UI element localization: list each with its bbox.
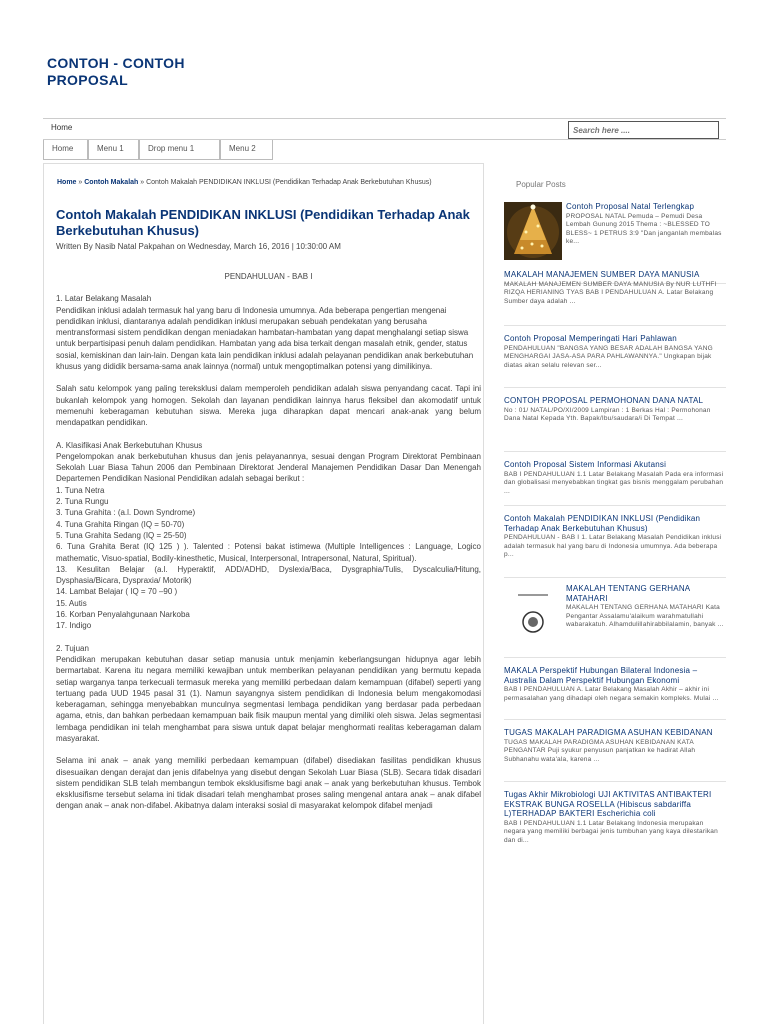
popular-post-item[interactable]: [504, 666, 726, 720]
popular-post-snippet: PENDAHULUAN - BAB I 1. Latar Belakang Masalah Pendidikan inklusi adalah termasuk hal yang baru di Indonesia umumnya. Ada beberapa p...: [504, 534, 722, 558]
paragraph: Pengelompokan anak berkebutuhan khusus dan jenis pelayanannya, sesuai dengan Program Direktorat Pembinaan Sekolah Luar Biasa Tahun 2006 dan Pembinaan Direktorat Jenderal Manajemen Pendidikan Dasar Dan Menengah Departemen Pendidikan Nasional Pendidikan adalah sebagai berikut :: [56, 451, 481, 484]
list-item: 3. Tuna Grahita : (a.l. Down Syndrome): [56, 508, 196, 518]
popular-post-title[interactable]: Contoh Proposal Sistem Informasi Akutansi: [504, 460, 667, 469]
menu-home[interactable]: Home: [43, 140, 88, 160]
popular-post-item[interactable]: [504, 460, 726, 506]
search-input[interactable]: [568, 121, 719, 139]
section-heading: PENDAHULUAN - BAB I: [224, 272, 313, 281]
popular-post-snippet: BAB I PENDAHULUAN 1.1 Latar Belakang Indonesia merupakan negara yang memiliki berbagai jenis tumbuhan yang kaya dilestarikan dan di...: [504, 819, 718, 844]
list-item: 14. Lambat Belajar ( IQ = 70 –90 ): [56, 587, 178, 597]
top-home-link[interactable]: Home: [51, 123, 73, 132]
popular-post-snippet: MAKALAH TENTANG GERHANA MATAHARI Kata Pengantar Assalamu'alaikum warahmatullahi wabarakatuh. Alhamdulillahirabbilalamin, banyak ...: [566, 604, 724, 628]
top-bar: [43, 118, 726, 140]
popular-post-item[interactable]: [504, 396, 726, 452]
list-item: 15. Autis: [56, 598, 87, 608]
popular-post-snippet: BAB I PENDAHULUAN 1.1 Latar Belakang Masalah Pada era informasi dan globalisasi menyebabkan tingkat gas bisnis menggalam perubahan ...: [504, 470, 724, 495]
menu-1[interactable]: Menu 1: [88, 140, 139, 160]
post-body: [56, 271, 481, 812]
main-menu: [43, 140, 726, 160]
breadcrumb-current: » Contoh Makalah PENDIDIKAN INKLUSI (Pendidikan Terhadap Anak Berkebutuhan Khusus): [138, 179, 432, 186]
document-thumbnail[interactable]: [504, 590, 562, 640]
popular-post-item[interactable]: [504, 270, 726, 326]
paragraph: Salah satu kelompok yang paling tereksklusi dalam memperoleh pendidikan adalah siswa penyandang cacat. Tapi ini bukanlah kelompok yang homogen. Sekolah dan layanan pendidikan lainnya harus fleksibel dan akomodatif untuk memenuhi keberagaman kebutuhan siswa. Mereka juga diharapkan dapat mencari anak-anak yang belum mendapatkan pendidikan.: [56, 384, 481, 428]
list-item: 4. Tuna Grahita Ringan (IQ = 50-70): [56, 519, 185, 529]
list-item: 6. Tuna Grahita Berat (IQ 125 ) ). Talented : Potensi bakat istimewa (Multiple Intelligences : Language, Logico mathematic, Visuo-spatial, Bodily-kinesthetic, Musical, Interpersonal, Intrapersonal, Natural, Spiritual).: [56, 542, 481, 563]
list-item: 2. Tuna Rungu: [56, 497, 109, 507]
list-item: 1. Tuna Netra: [56, 485, 105, 495]
popular-post-title[interactable]: Contoh Proposal Natal Terlengkap: [566, 202, 695, 211]
subsection-title: 2. Tujuan: [56, 643, 89, 653]
list-item: 16. Korban Penyalahgunaan Narkoba: [56, 610, 190, 620]
popular-post-title[interactable]: MAKALA Perspektif Hubungan Bilateral Indonesia – Australia Dalam Perspektif Hubungan Ekonomi: [504, 666, 698, 685]
popular-post-item[interactable]: [504, 514, 726, 578]
paragraph: Pendidikan inklusi adalah termasuk hal yang baru di Indonesia umumnya. Ada beberapa pengertian mengenai pendidikan inklusi, diantaranya adalah pendidikan inklusi merupakan sebuah pendekatan yang berusaha mentransformasi sistem pendidikan dengan meniadakan hambatan-hambatan yang dapat menghalangi setiap siswa untuk berpartisipasi penuh dalam pendidikan. Hambatan yang ada bisa terkait dengan masalah etnik, gender, status sosial, kemiskinan dan lain-lain. Dengan kata lain pendidikan inklusi adalah pelayanan pendidikan anak berkebutuhan khusus yang dididik bersama-sama anak lainnya (normal) untuk mengoptimalkan potensi yang dimilikinya.: [56, 305, 474, 372]
post-title: Contoh Makalah PENDIDIKAN INKLUSI (Pendidikan Terhadap Anak Berkebutuhan Khusus): [56, 207, 470, 238]
popular-post-title[interactable]: TUGAS MAKALAH PARADIGMA ASUHAN KEBIDANAN: [504, 728, 713, 737]
popular-post-snippet: No : 01/ NATAL/PO/XI/2009 Lampiran : 1 Berkas Hal : Permohonan Dana Natal Kepada Yth. Bapak/Ibu/saudara/i Di Tempat ...: [504, 406, 711, 422]
popular-post-snippet: TUGAS MAKALAH PARADIGMA ASUHAN KEBIDANAN KATA PENGANTAR Puji syukur penyusun panjatkan ke hadirat Allah Subhanahu wata'ala, karena ...: [504, 738, 696, 763]
breadcrumb-home[interactable]: Home: [57, 179, 77, 186]
paragraph: Selama ini anak – anak yang memiliki perbedaan kemampuan (difabel) disediakan fasilitas pendidikan khusus disesuaikan dengan derajat dan jenis difabelnya yang disebut dengan Sekolah Luar Biasa (SLB). Secara tidak disadari sistem pendidikan SLB telah membangun tembok eksklusifisme bagi anak – anak yang berkebutuhan khusus. Tembok eksklusifisme tersebut selama ini tidak disadari telah menghambat proses saling mengenal antara anak – anak difabel dengan anak – anak non-difabel. Akibatnya dalam interaksi sosial di masyarakat kelompok difabel menjadi: [56, 756, 481, 811]
post-container: [43, 163, 484, 1024]
popular-post-title[interactable]: Contoh Proposal Memperingati Hari Pahlawan: [504, 334, 677, 343]
popular-post-item[interactable]: [504, 334, 726, 388]
popular-post-title[interactable]: MAKALAH MANAJEMEN SUMBER DAYA MANUSIA: [504, 270, 700, 279]
popular-post-item[interactable]: [504, 790, 726, 850]
post-byline: Written By Nasib Natal Pakpahan on Wednesday, March 16, 2016 | 10:30:00 AM: [56, 242, 341, 251]
subsection-title: 1. Latar Belakang Masalah: [56, 294, 152, 304]
breadcrumb-category[interactable]: Contoh Makalah: [84, 179, 139, 186]
paragraph: Pendidikan merupakan kebutuhan dasar setiap manusia untuk menjamin keberlangsungan hidupnya agar lebih bermartabat. Karena itu negara memiliki kewajiban untuk memberikan pelayanan pendidikan yang bermutu kepada setiap warganya tanpa terkecuali termasuk mereka yang memiliki perbedaan dalam kemampuan (difabel) seperti yang tertuang pada UUD 1945 pasal 31 (1). Namun sayangnya sistem pendidikan di Indonesia belum mengakomodasi keberagaman, sehingga menyebabkan munculnya segmentasi lembaga pendidikan yang berdasar pada perbedaan agama, etnis, dan bahkan perbedaan kemampuan baik fisik maupun mental yang dimiliki oleh siswa. Jelas segmentasi lembaga pendidikan ini telah menghambat para siswa untuk dapat belajar menghormati realitas keberagaman dalam masyarakat.: [56, 654, 481, 743]
popular-post-title[interactable]: Contoh Makalah PENDIDIKAN INKLUSI (Pendidikan Terhadap Anak Berkebutuhan Khusus): [504, 514, 701, 533]
list-item: 5. Tuna Grahita Sedang (IQ = 25-50): [56, 530, 187, 540]
popular-posts-heading: Popular Posts: [516, 180, 566, 189]
popular-post-snippet: PENDAHULUAN "BANGSA YANG BESAR ADALAH BANGSA YANG MENGHARGAI JASA-ASA PARA PAHLAWANNYA." Ungkapan bijak diatas akan selalu relevan ser...: [504, 344, 713, 369]
popular-post-snippet: BAB I PENDAHULUAN A. Latar Belakang Masalah Akhir – akhir ini permasalahan yang dihadapi oleh negara semakin kompleks. Mulai ...: [504, 686, 719, 702]
menu-drop-1[interactable]: Drop menu 1: [139, 140, 220, 160]
list-item: 17. Indigo: [56, 621, 92, 631]
menu-2[interactable]: Menu 2: [220, 140, 273, 160]
popular-post-title[interactable]: CONTOH PROPOSAL PERMOHONAN DANA NATAL: [504, 396, 704, 405]
list-item: 13. Kesulitan Belajar (a.l. Hyperaktif, ADD/ADHD, Dyslexia/Baca, Dysgraphia/Tulis, Dyscalculia/Hitung, Dysphasia/Bicara, Dyspraxia/ Motorik): [56, 564, 481, 586]
breadcrumb-separator: »: [76, 179, 85, 186]
popular-post-snippet: PROPOSAL NATAL Pemuda – Pemudi Desa Lembah Gunung 2015 Thema : ~BLESSED TO BLESS~ 1 PETRUS 3:9 "Dan janganlah membalas ke...: [566, 212, 722, 245]
breadcrumb: [57, 178, 477, 187]
popular-post-title[interactable]: Tugas Akhir Mikrobiologi UJI AKTIVITAS ANTIBAKTERI EKSTRAK BUNGA ROSELLA (Hibiscus sabdariffa L)TERHADAP BAKTERI Escherichia coli: [504, 790, 712, 818]
subsection-title: A. Klasifikasi Anak Berkebutuhan Khusus: [56, 440, 203, 450]
popular-post-item[interactable]: [504, 584, 726, 658]
popular-post-title[interactable]: MAKALAH TENTANG GERHANA MATAHARI: [566, 584, 690, 603]
christmas-tree-thumbnail[interactable]: [504, 202, 562, 260]
site-title[interactable]: CONTOH - CONTOH PROPOSAL: [47, 55, 185, 88]
popular-post-snippet: MAKALAH MANAJEMEN SUMBER DAYA MANUSIA By NUR LUTHFI RIZQA HERIANING TYAS BAB I PENDAHULUAN A. Latar Belakang Sumber daya adalah ...: [504, 280, 717, 305]
popular-post-item[interactable]: [504, 728, 726, 782]
